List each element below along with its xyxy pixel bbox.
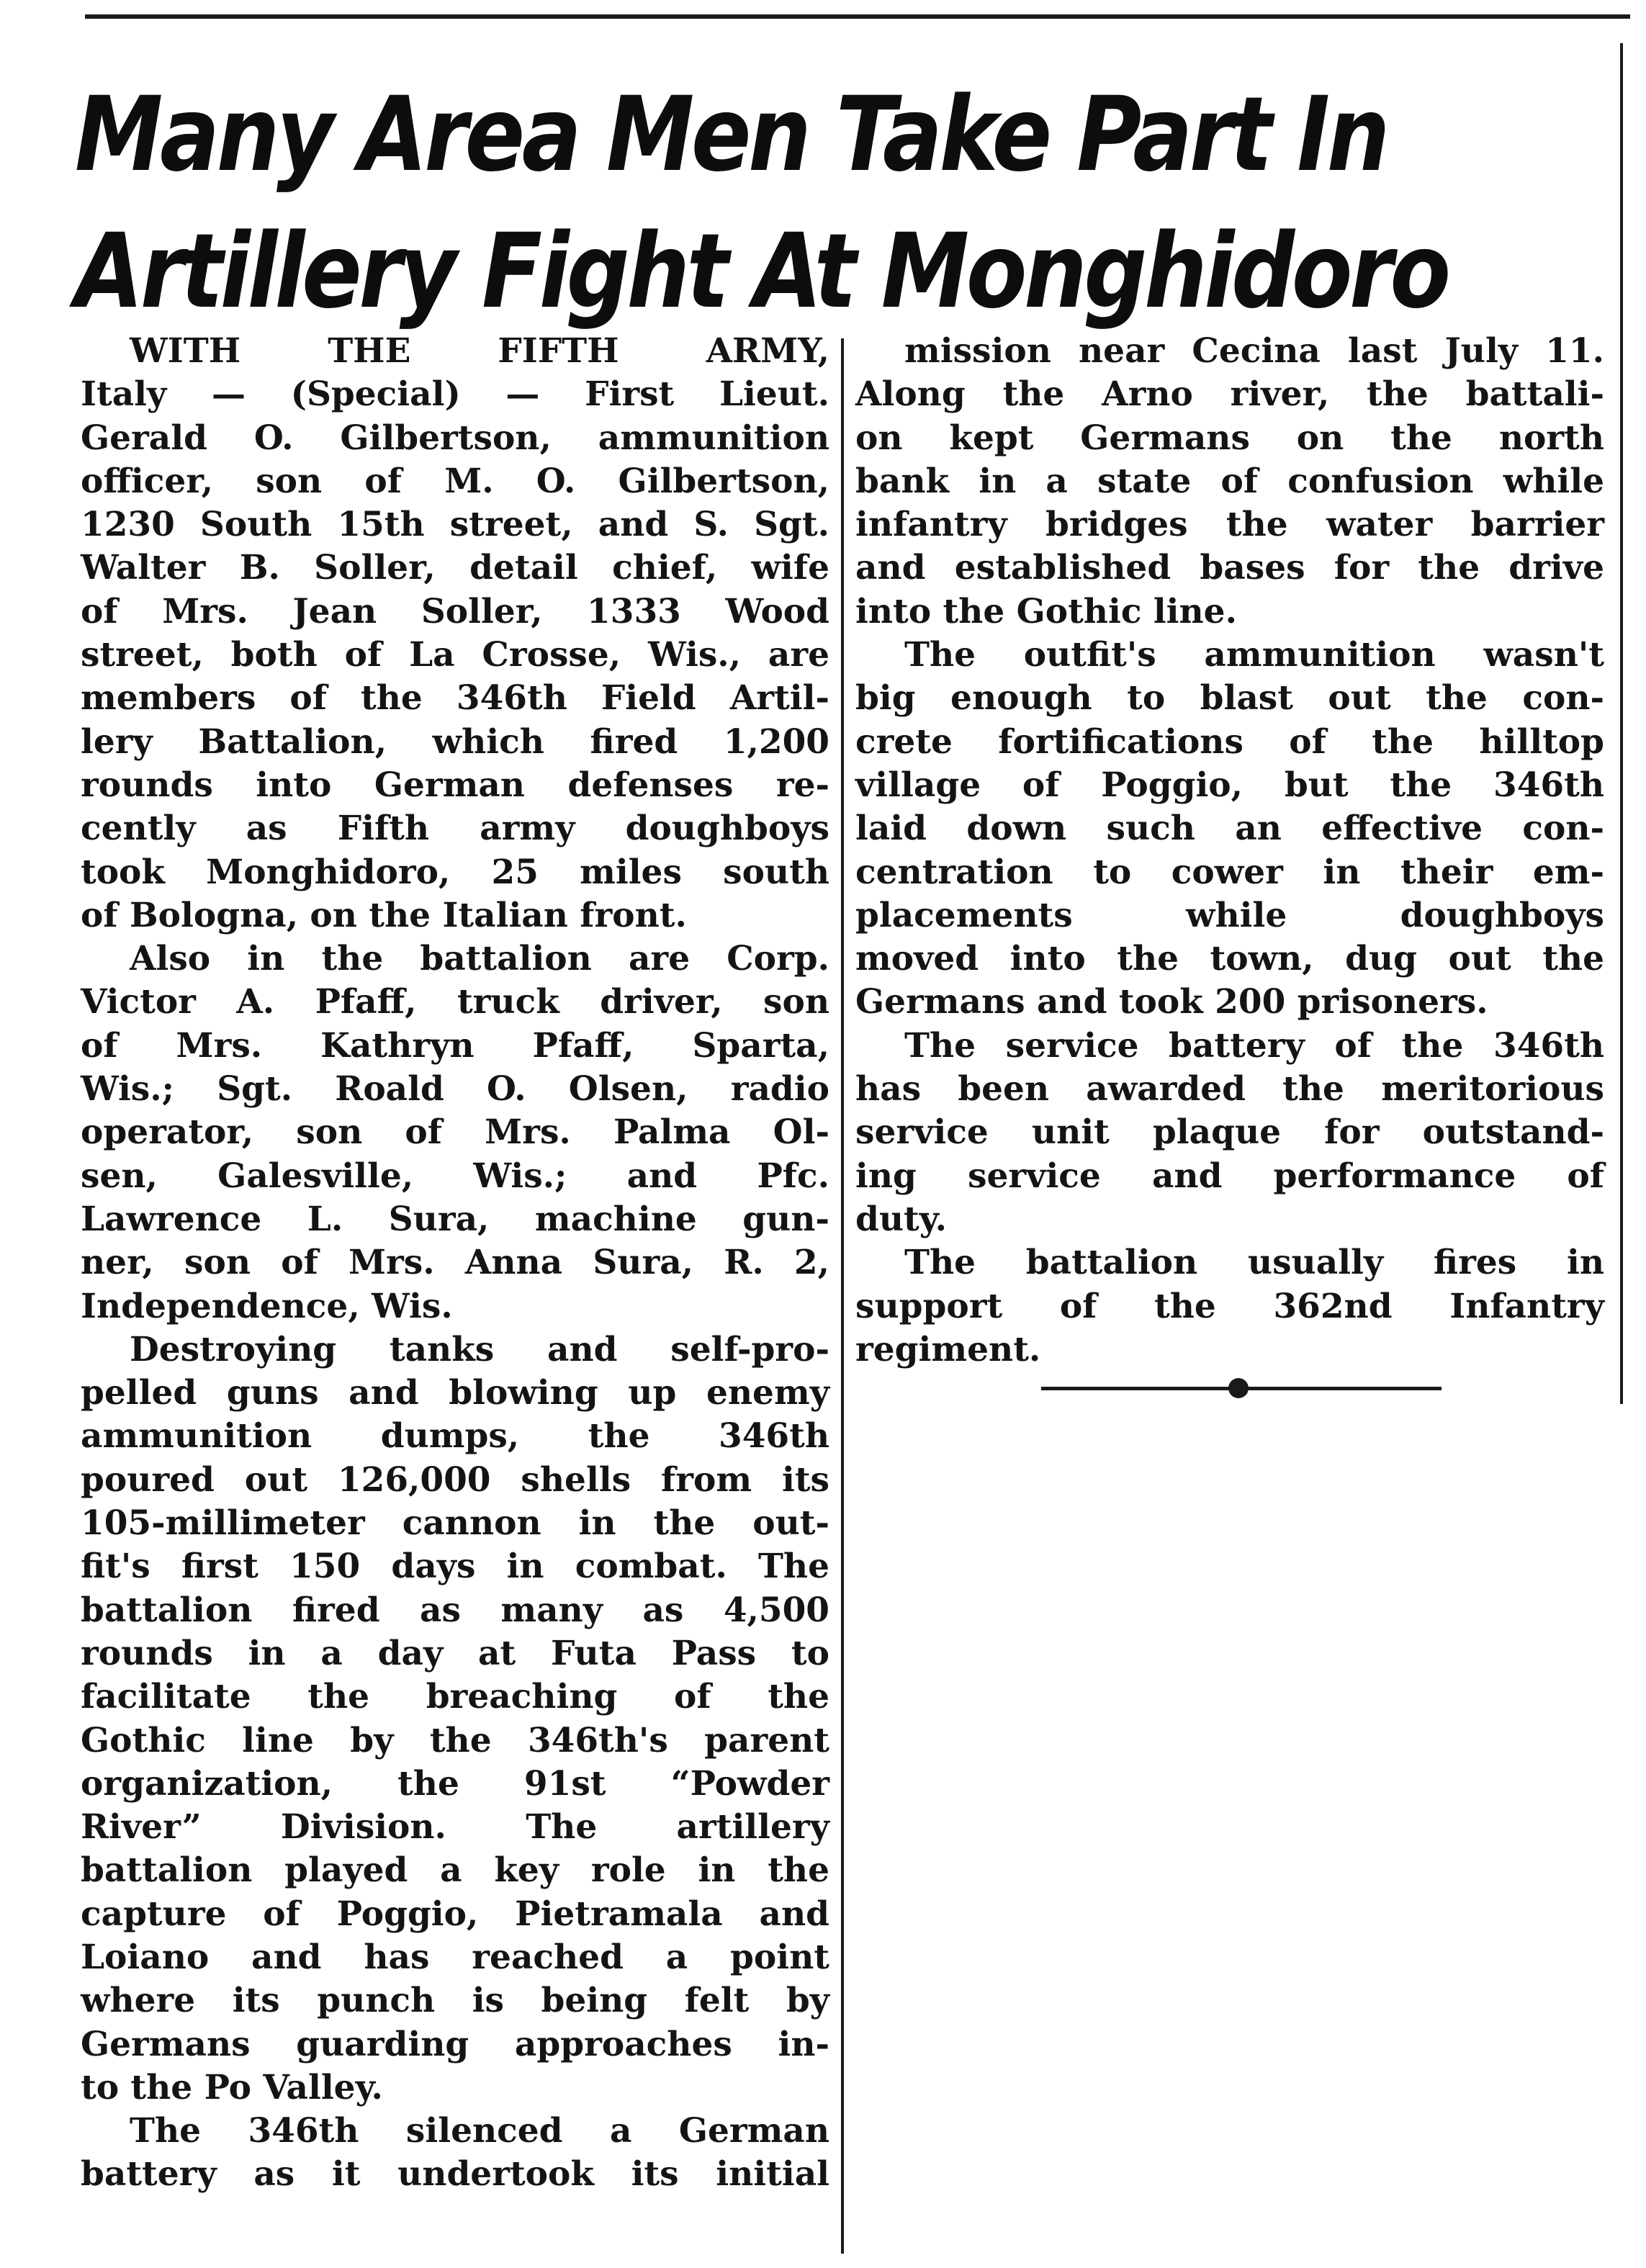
text-line: into the Gothic line.: [855, 591, 1237, 631]
text-line: Gothic line by the 346th's parent: [81, 1720, 829, 1760]
text-line: of Mrs. Jean Soller, 1333 Wood: [81, 591, 829, 631]
text-line: 105-millimeter cannon in the out-: [81, 1503, 829, 1544]
text-line: battery as it undertook its initial: [81, 2154, 829, 2195]
text-line: Lawrence L. Sura, machine gun-: [81, 1199, 829, 1239]
text-line: Also in the battalion are Corp.: [130, 939, 829, 979]
text-line: capture of Poggio, Pietramala and: [81, 1894, 829, 1934]
text-line: facilitate the breaching of the: [81, 1677, 829, 1717]
paragraph: [81, 2110, 829, 2197]
text-line: infantry bridges the water barrier: [855, 505, 1604, 545]
text-line: took Monghidoro, 25 miles south: [81, 852, 829, 892]
text-line: rounds into German defenses re-: [81, 765, 829, 805]
text-line: The battalion usually fires in: [904, 1243, 1604, 1283]
text-line: WITH THE FIFTH ARMY,: [130, 331, 829, 371]
article-column-left: [81, 330, 829, 2197]
headline-line-1: Many Area Men Take Part In: [75, 74, 1388, 194]
text-line: lery Battalion, which fired 1,200: [81, 721, 829, 762]
text-line: centration to cower in their em-: [855, 852, 1604, 892]
text-line: big enough to blast out the con-: [855, 678, 1604, 719]
text-line: Independence, Wis.: [81, 1286, 453, 1326]
text-line: placements while doughboys: [855, 895, 1604, 935]
text-line: cently as Fifth army doughboys: [81, 809, 829, 849]
paragraph: [855, 1241, 1604, 1372]
text-line: Victor A. Pfaff, truck driver, son: [81, 982, 829, 1022]
text-line: has been awarded the meritorious: [855, 1069, 1604, 1110]
text-line: River” Division. The artillery: [81, 1807, 829, 1848]
column-divider: [841, 338, 844, 2254]
text-line: poured out 126,000 shells from its: [81, 1459, 829, 1500]
text-line: rounds in a day at Futa Pass to: [81, 1633, 829, 1673]
article-column-right: [855, 330, 1604, 1372]
paragraph: [81, 1328, 829, 2110]
text-line: sen, Galesville, Wis.; and Pfc.: [81, 1156, 829, 1196]
headline: [75, 66, 1448, 340]
text-line: where its punch is being felt by: [81, 1981, 829, 2021]
text-line: Italy — (Special) — First Lieut.: [81, 374, 829, 415]
text-line: laid down such an effective con-: [855, 809, 1604, 849]
text-line: Wis.; Sgt. Roald O. Olsen, radio: [81, 1069, 829, 1110]
text-line: Walter B. Soller, detail chief, wife: [81, 548, 829, 588]
text-line: battalion played a key role in the: [81, 1850, 829, 1891]
article-end-dot: [1228, 1378, 1249, 1398]
text-line: Destroying tanks and self-pro-: [130, 1329, 829, 1369]
text-line: mission near Cecina last July 11.: [904, 331, 1604, 371]
text-line: officer, son of M. O. Gilbertson,: [81, 461, 829, 501]
text-line: The 346th silenced a German: [130, 2111, 829, 2151]
text-line: operator, son of Mrs. Palma Ol-: [81, 1112, 829, 1153]
text-line: organization, the 91st “Powder: [81, 1763, 829, 1804]
top-rule: [85, 14, 1630, 19]
paragraph: [81, 330, 829, 937]
text-line: The outfit's ammunition wasn't: [904, 635, 1604, 675]
text-line: ammunition dumps, the 346th: [81, 1416, 829, 1457]
text-line: The service battery of the 346th: [904, 1025, 1604, 1066]
text-line: battalion fired as many as 4,500: [81, 1590, 829, 1630]
paragraph: [855, 1025, 1604, 1241]
text-line: village of Poggio, but the 346th: [855, 765, 1604, 805]
text-line: to the Po Valley.: [81, 2067, 383, 2107]
paragraph: [855, 330, 1604, 634]
text-line: ner, son of Mrs. Anna Sura, R. 2,: [81, 1243, 829, 1283]
text-line: street, both of La Crosse, Wis., are: [81, 635, 829, 675]
text-line: crete fortifications of the hilltop: [855, 721, 1604, 762]
paragraph: [855, 634, 1604, 1025]
text-line: bank in a state of confusion while: [855, 461, 1604, 501]
text-line: service unit plaque for outstand-: [855, 1112, 1604, 1153]
text-line: and established bases for the drive: [855, 548, 1604, 588]
text-line: Germans guarding approaches in-: [81, 2024, 829, 2064]
text-line: Loiano and has reached a point: [81, 1937, 829, 1977]
text-line: Along the Arno river, the battali-: [855, 374, 1604, 415]
text-line: Gerald O. Gilbertson, ammunition: [81, 418, 829, 458]
text-line: regiment.: [855, 1329, 1041, 1369]
text-line: ing service and performance of: [855, 1156, 1604, 1196]
headline-line-2: Artillery Fight At Monghidoro: [75, 211, 1448, 331]
text-line: of Bologna, on the Italian front.: [81, 895, 687, 935]
right-border-rule: [1620, 43, 1623, 1404]
text-line: support of the 362nd Infantry: [855, 1286, 1604, 1326]
text-line: members of the 346th Field Artil-: [81, 678, 829, 719]
paragraph: [81, 937, 829, 1328]
text-line: pelled guns and blowing up enemy: [81, 1373, 829, 1413]
text-line: fit's first 150 days in combat. The: [81, 1547, 829, 1587]
text-line: Germans and took 200 prisoners.: [855, 982, 1488, 1022]
text-line: on kept Germans on the north: [855, 418, 1604, 458]
text-line: duty.: [855, 1199, 948, 1239]
text-line: of Mrs. Kathryn Pfaff, Sparta,: [81, 1025, 829, 1066]
text-line: 1230 South 15th street, and S. Sgt.: [81, 505, 829, 545]
text-line: moved into the town, dug out the: [855, 939, 1604, 979]
